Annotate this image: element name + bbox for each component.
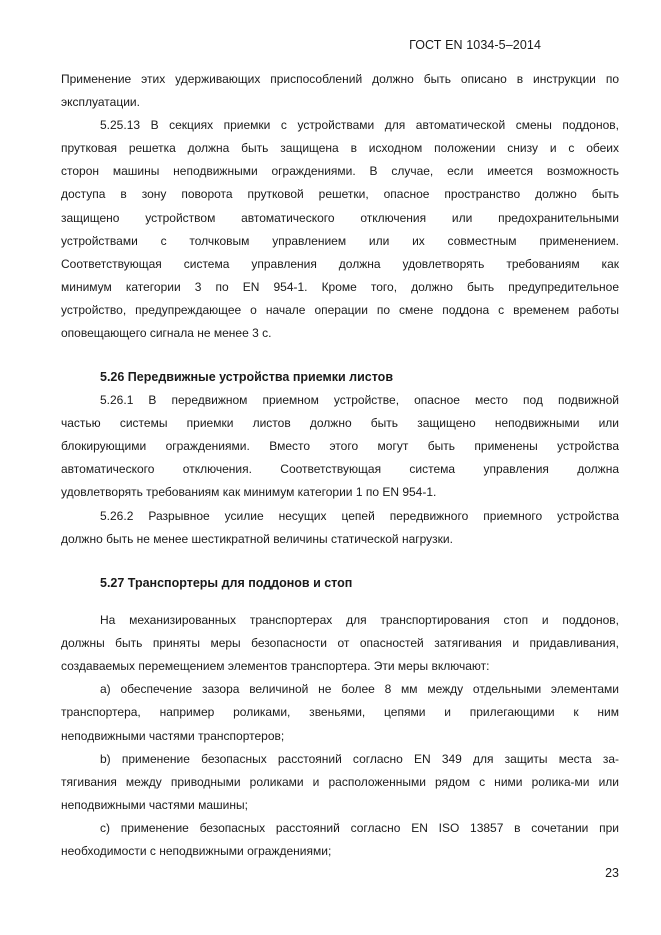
text-line: автоматического отключения. Соответствующая система управления должна xyxy=(61,462,619,477)
section-heading-5-27: 5.27 Транспортеры для поддонов и стоп xyxy=(100,576,353,590)
text-line: защищено устройством автоматического отключения или предохранительными xyxy=(61,210,619,225)
text-line: минимум категории 3 по EN 954-1. Кроме того, должно быть предупредительное xyxy=(61,279,619,294)
text-line: сторон машины неподвижными ограждениями. В случае, если имеется возможность xyxy=(61,164,619,179)
document-code-header: ГОСТ EN 1034-5–2014 xyxy=(409,38,541,52)
text-line: устройствами с толчковым управлением или их совместным применением. xyxy=(61,233,619,248)
text-line: неподвижными частями машины; xyxy=(61,797,248,812)
list-item-c: c) применение безопасных расстояний согласно EN ISO 13857 в сочетании при xyxy=(100,820,619,835)
text-line: оповещающего сигнала не менее 3 с. xyxy=(61,326,272,341)
section-5-27 xyxy=(61,572,619,863)
text-line: блокирующими ограждениями. Вместо этого могут быть применены устройства xyxy=(61,439,619,454)
text-line: тягивания между приводными роликами и расположенными рядом с ними ролика-ми или xyxy=(61,774,619,789)
text-line: доступа в зону поворота прутковой решетки, опасное пространство должно быть xyxy=(61,187,619,202)
text-line: необходимости с неподвижными ограждениями; xyxy=(61,844,332,859)
text-block-5-25 xyxy=(61,68,619,345)
text-line: частью системы приемки листов должно быть защищено неподвижными или xyxy=(61,416,619,431)
text-line: На механизированных транспортерах для транспортирования стоп и поддонов, xyxy=(100,613,619,628)
text-line: устройство, предупреждающее о начале операции по смене поддона с временем работы xyxy=(61,302,619,317)
text-line: удовлетворять требованиям как минимум категории 1 по EN 954-1. xyxy=(61,485,437,500)
text-line: Применение этих удерживающих приспособлений должно быть описано в инструкции по xyxy=(61,72,619,86)
text-line: прутковая решетка должна быть защищена в исходном положении снизу и с обеих xyxy=(61,141,619,156)
text-line: эксплуатации. xyxy=(61,95,140,110)
section-5-26 xyxy=(61,366,619,551)
list-item-a: а) обеспечение зазора величиной не более 8 мм между отдельными элементами xyxy=(100,682,619,697)
text-line: создаваемых перемещением элементов транспортера. Эти меры включают: xyxy=(61,659,490,674)
text-line: 5.25.13 В секциях приемки с устройствами для автоматической смены поддонов, xyxy=(100,118,619,133)
text-line: Соответствующая система управления должна удовлетворять требованиям как xyxy=(61,256,619,271)
list-item-b: b) применение безопасных расстояний согласно EN 349 для защиты места за- xyxy=(100,751,619,766)
text-line: 5.26.1 В передвижном приемном устройстве, опасное место под подвижной xyxy=(100,393,619,408)
section-heading-5-26: 5.26 Передвижные устройства приемки листов xyxy=(100,370,393,384)
text-line: транспортера, например роликами, звеньями, цепями и прилегающими к ним xyxy=(61,705,619,720)
text-line: должно быть не менее шестикратной величины статической нагрузки. xyxy=(61,531,453,546)
text-line: должны быть приняты меры безопасности от опасностей затягивания и придавливания, xyxy=(61,636,619,651)
text-line: неподвижными частями транспортеров; xyxy=(61,728,285,743)
page-number: 23 xyxy=(605,866,619,880)
text-line: 5.26.2 Разрывное усилие несущих цепей передвижного приемного устройства xyxy=(100,508,619,523)
